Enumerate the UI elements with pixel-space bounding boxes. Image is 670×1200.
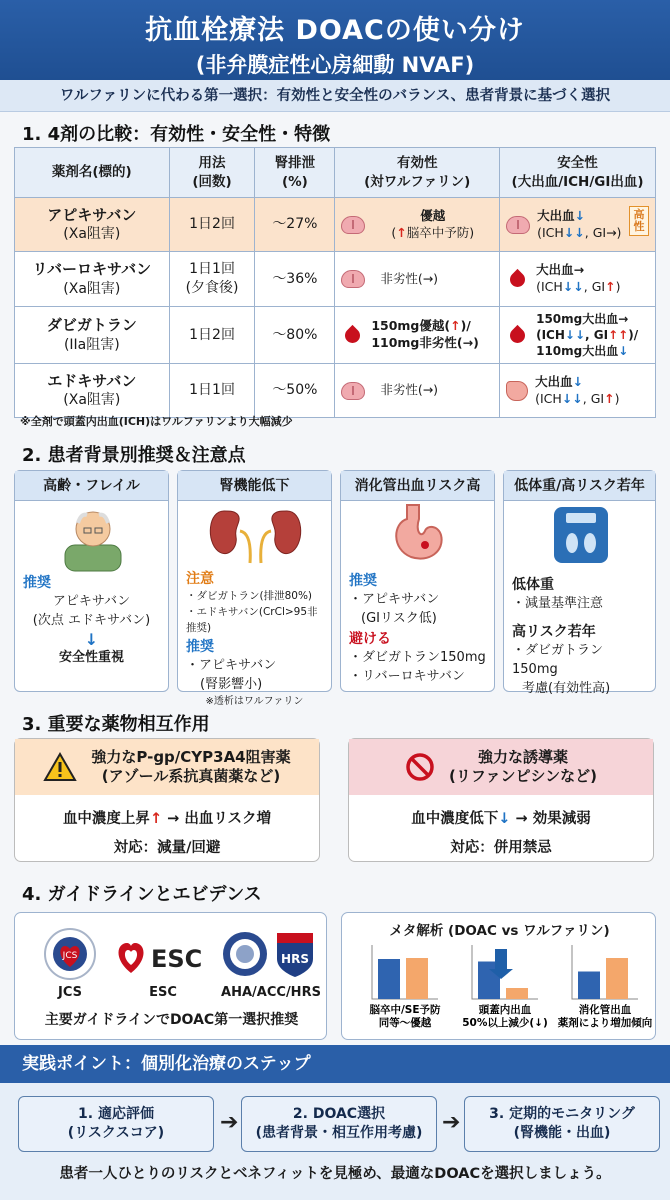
brain-icon: [506, 216, 530, 234]
safety-detail: (ICH↓↓, GI↑): [535, 390, 620, 406]
blood-drop-icon: [342, 324, 363, 345]
dose: 1日2回: [169, 307, 255, 364]
inhibitor-box: [14, 738, 320, 862]
chart-category-label: 消化管出血: [578, 1004, 632, 1016]
drug-name: アピキサバン: [47, 205, 137, 224]
elderly-person-icon: [15, 501, 170, 571]
dose: 1日1回: [189, 261, 235, 278]
drug-target: (Xa阻害): [63, 226, 121, 243]
page-title: 抗血栓療法 DOACの使い分け: [145, 15, 525, 46]
page-subtitle: (非弁膜症性心房細動 NVAF): [195, 53, 475, 77]
card-gi-bleed: [340, 470, 495, 692]
safety-detail: (ICH↓↓, GI→): [537, 224, 622, 240]
high-risk-young-label: 高リスク若年: [512, 624, 596, 641]
safety-110: 110mg大出血↓: [536, 344, 629, 359]
col-header-renal: 腎排泄 (%): [255, 148, 335, 198]
brain-icon: [341, 382, 365, 400]
table-row: [15, 364, 656, 418]
practice-title: 実践ポイント：個別化治療のステップ: [0, 1045, 670, 1083]
drug-name: ダビガトラン: [46, 316, 137, 335]
chart-bar: [378, 959, 400, 999]
table-note: ※全剤で頭蓋内出血(ICH)はワルファリンより大幅減少: [20, 415, 293, 428]
drug-name: リバーロキサバン: [32, 260, 152, 279]
card-renal: [177, 470, 332, 707]
section-4-title: 4. ガイドラインとエビデンス: [22, 884, 262, 905]
low-weight-label: 低体重: [512, 577, 554, 593]
right-arrow-icon: ➔: [442, 1110, 461, 1135]
section-2-title: 2. 患者背景別推奨＆注意点: [22, 445, 246, 466]
col-header-drug: 薬剤名(標的): [15, 148, 170, 198]
safety-detail: (ICH↓↓, GI↑): [536, 279, 621, 294]
inhibitor-title: 強力なP-gp/CYP3A4阻害薬: [91, 747, 291, 766]
table-header-row: [15, 148, 656, 198]
stomach-icon: [341, 501, 496, 567]
right-arrow-icon: ➔: [220, 1110, 239, 1135]
recommend-reason: (GIリスク低): [361, 611, 437, 627]
renal: 〜27%: [255, 198, 335, 252]
table-row: アピキサバン (Xa阻害) 1日2回 〜27% 優越 (↑脳卒中予防) 大出血↓ (ICH↓↓, GI→) 高性: [15, 198, 656, 252]
chart-category-label: 50%以上減少(↓): [462, 1017, 548, 1029]
low-weight-item: ・減量基準注意: [512, 596, 604, 612]
inducer-box: [348, 738, 654, 862]
meta-analysis-box: [341, 912, 656, 1040]
header: [0, 0, 670, 80]
recommend-reason: (腎影響小): [200, 676, 263, 692]
efficacy-detail: (↑脳卒中予防): [391, 224, 475, 240]
blood-drop-icon: [507, 324, 528, 345]
status-badge: 高性: [629, 206, 649, 236]
col-header-dose: 用法 (回数): [169, 148, 255, 198]
high-risk-reason: 考慮(有効性高): [522, 681, 611, 697]
inducer-effect: 血中濃度低下↓ → 効果減弱: [411, 811, 591, 827]
chart-category-label: 脳卒中/SE予防: [369, 1004, 441, 1016]
drug-target: (IIa阻害): [63, 336, 120, 353]
table-row: [15, 307, 656, 364]
avoid-drug: ・ダビガトラン150mg: [349, 650, 486, 666]
recommend-reason: 安全性重視: [58, 649, 124, 665]
guideline-note: 主要ガイドラインでDOAC第一選択推奨: [44, 1012, 299, 1028]
card-title: 高齢・フレイル: [15, 471, 168, 501]
safety: 大出血→: [536, 262, 585, 278]
efficacy: 非劣性(→): [380, 270, 439, 286]
esc-logo: [115, 937, 207, 977]
drug-name: エドキサバン: [47, 371, 137, 390]
closing-message: 患者一人ひとりのリスクとベネフィットを見極め、最適なDOACを選択しましょう。: [59, 1166, 611, 1182]
efficacy-150: 150mg優越(↑)/: [371, 318, 471, 334]
brain-icon: [341, 216, 365, 234]
blood-drop-icon: [507, 268, 528, 289]
high-risk-item: ・ダビガトラン150mg: [512, 643, 604, 678]
caution-item: ・ダビガトラン(排泄80%): [186, 590, 313, 603]
inducer-title: 強力な誘導薬: [477, 747, 568, 766]
recommend-alt: (次点 エドキサバン): [32, 613, 151, 629]
dose: 1日2回: [169, 198, 255, 252]
down-arrow-icon: ↓: [84, 629, 99, 649]
chart-title: メタ解析 (DOAC vs ワルファリン): [389, 923, 610, 939]
inhibitor-effect: 血中濃度上昇↑ → 出血リスク増: [62, 811, 272, 827]
scale-icon: [504, 501, 657, 567]
dialysis-note: ※透析はワルファリン: [205, 695, 304, 707]
esc-label: ESC: [149, 985, 177, 1000]
dose-note: (夕食後): [185, 280, 239, 296]
comparison-table: [14, 147, 656, 418]
card-elderly: [14, 470, 169, 692]
efficacy: 非劣性(→): [380, 382, 439, 398]
card-title: 低体重/高リスク若年: [504, 471, 655, 501]
chart-category-label: 頭蓋内出血: [478, 1004, 532, 1016]
inhibitor-examples: (アゾール系抗真菌薬など): [101, 767, 281, 785]
meta-analysis-chart: [342, 941, 657, 1039]
recommend-label: 推奨: [23, 575, 51, 591]
stomach-icon: [506, 381, 528, 401]
recommend-label: 推奨: [186, 638, 214, 655]
renal: 〜80%: [255, 307, 335, 364]
caution-item: ・エドキサバン(CrCl>95非推奨): [186, 606, 318, 634]
card-title: 消化管出血リスク高: [341, 471, 494, 501]
renal: 〜36%: [255, 252, 335, 307]
chart-bar: [406, 958, 428, 999]
step-1: 1. 適応評価 (リスクスコア): [18, 1096, 214, 1152]
safety: 150mg大出血→: [536, 311, 629, 326]
warning-icon: [43, 752, 77, 782]
avoid-label: 避ける: [349, 630, 391, 647]
card-title: 腎機能低下: [178, 471, 331, 501]
svg-text:JCS: JCS: [62, 951, 78, 961]
recommend-drug: アピキサバン: [52, 594, 131, 610]
section-3-title: 3. 重要な薬物相互作用: [22, 714, 210, 735]
chart-bar: [606, 958, 628, 999]
chart-category-label: 同等〜優越: [378, 1017, 432, 1029]
card-low-weight: [503, 470, 656, 697]
table-row: [15, 252, 656, 307]
recommend-label: 推奨: [349, 573, 377, 589]
drug-target: (Xa阻害): [63, 280, 121, 297]
dose: 1日1回: [169, 364, 255, 418]
inhibitor-action: 対応：減量/回避: [113, 840, 221, 856]
col-header-efficacy: 有効性 (対ワルファリン): [335, 148, 500, 198]
renal: 〜50%: [255, 364, 335, 418]
drug-target: (Xa阻害): [63, 392, 121, 409]
aha-acc-hrs-logo: [221, 927, 321, 981]
guidelines-box: [14, 912, 327, 1040]
chart-category-label: 薬剤により増加傾向: [557, 1017, 653, 1029]
efficacy-110: 110mg非劣性(→): [371, 335, 479, 350]
svg-text:HRS: HRS: [281, 952, 309, 966]
section-1-title: 1. 4剤の比較：有効性・安全性・特徴: [22, 124, 331, 145]
svg-text:ESC: ESC: [151, 945, 203, 973]
avoid-drug: ・リバーロキサバン: [349, 669, 465, 685]
safety-detail: (ICH↓↓, GI↑↑)/: [536, 327, 639, 342]
chart-bar: [506, 988, 528, 999]
jcs-logo: [43, 927, 97, 981]
chart-bar: [578, 972, 600, 1000]
brain-icon: [341, 270, 365, 288]
aha-acc-hrs-label: AHA/ACC/HRS: [221, 985, 321, 1000]
step-2: 2. DOAC選択 (患者背景・相互作用考慮): [241, 1096, 437, 1152]
caution-label: 注意: [186, 571, 214, 587]
kidney-icon: [178, 501, 333, 563]
jcs-label: JCS: [58, 985, 82, 1000]
recommend-drug: ・アピキサバン: [349, 592, 440, 608]
recommend-drug: ・アピキサバン: [186, 657, 277, 673]
col-header-safety: 安全性 (大出血/ICH/GI出血): [500, 148, 656, 198]
summary-bar: ワルファリンに代わる第一選択：有効性と安全性のバランス、患者背景に基づく選択: [0, 80, 670, 112]
inducer-action: 対応：併用禁忌: [450, 840, 552, 856]
step-3: 3. 定期的モニタリング (腎機能・出血): [464, 1096, 660, 1152]
inducer-examples: (リファンピシンなど): [448, 767, 598, 785]
safety: 大出血↓: [535, 373, 584, 389]
prohibited-icon: [405, 752, 435, 782]
